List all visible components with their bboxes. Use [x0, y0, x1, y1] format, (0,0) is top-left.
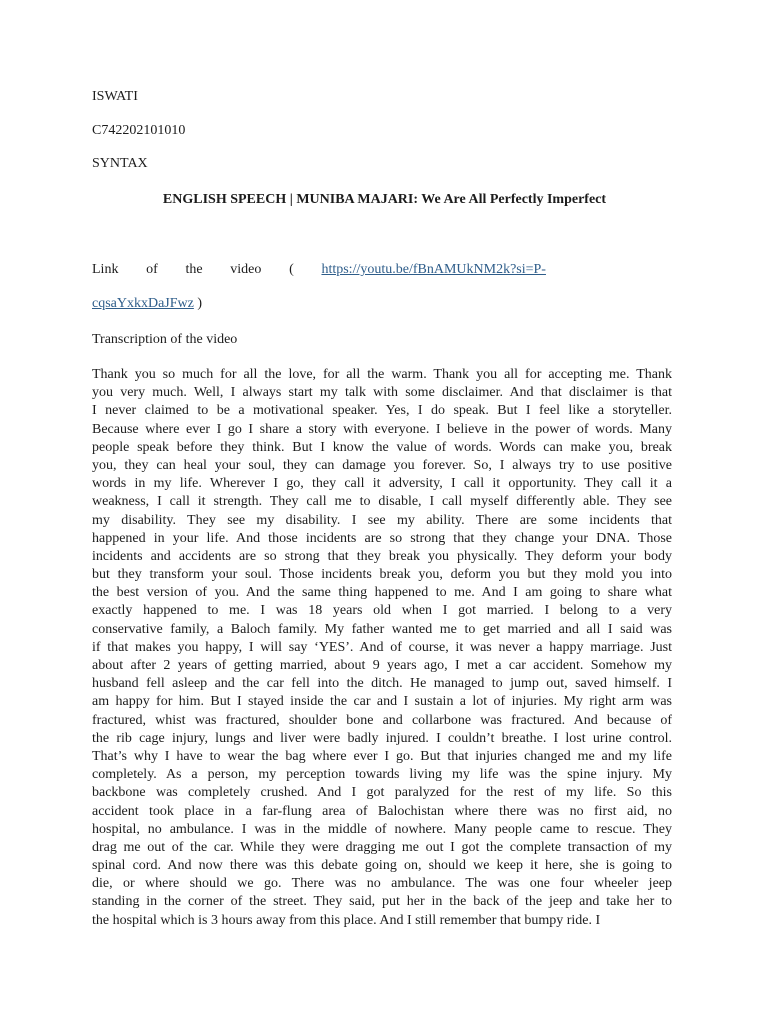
- transcript-line: Because where ever I go I share a story with everyone. I believe in the power of words. Many: [92, 421, 672, 437]
- transcript-line: about after 2 years of getting married, about 9 years ago, I met a car accident. Somehow my: [92, 658, 672, 673]
- link-word: of: [146, 262, 158, 277]
- transcript-line: people speak before they think. But I know the value of words. Words can make you, break: [92, 439, 672, 455]
- transcript-line: the rib cage injury, lungs and liver were badly injured. I couldn’t breathe. I lost urine control.: [92, 730, 672, 746]
- transcript-line: drag me out of the car. While they were dragging me out I got the complete transaction of my: [92, 839, 672, 855]
- transcript-line: husband fell asleep and the car fell into the ditch. He managed to jump out, saved himself. I: [92, 676, 672, 692]
- transcript-line: die, or where should we go. There was no ambulance. The was one four wheeler jeep: [92, 876, 672, 892]
- link-word: video: [230, 262, 262, 277]
- transcript-line: words in my life. Wherever I go, they call it adversity, I call it opportunity. They call it a: [92, 476, 672, 492]
- course-name: SYNTAX: [92, 156, 148, 171]
- transcript-line: but they transform your soul. Those incidents break you, deform you but they mold you into: [92, 567, 672, 583]
- transcript-line: fractured, whist was fractured, shoulder bone and collarbone was fractured. And because of: [92, 712, 672, 728]
- transcript-line: weakness, I call it strength. They call me to disable, I call myself differently able. They see: [92, 494, 672, 510]
- transcript-line: That’s why I have to wear the bag where ever I go. But that injuries changed me and my life: [92, 748, 672, 764]
- transcript-line: the hospital which is 3 hours away from this place. And I still remember that bumpy ride. I: [92, 912, 601, 928]
- transcript-paragraph: [92, 366, 672, 930]
- author-name: ISWATI: [92, 89, 138, 104]
- transcript-line: standing in the corner of the street. They said, put her in the back of the jeep and take her to: [92, 894, 672, 910]
- transcript-line: completely. As a person, my perception towards living my life was the spine injury. My: [92, 767, 672, 783]
- transcript-line: conservative family, a Baloch family. My father wanted me to get married and all I said was: [92, 621, 672, 637]
- transcript-line: I never claimed to be a motivational speaker. Yes, I do speak. But I feel like a storyteller.: [92, 403, 672, 419]
- link-word: Link: [92, 262, 119, 277]
- transcript-line: am happy for him. But I stayed inside the car and I sustain a lot of injuries. My right arm was: [92, 694, 672, 710]
- transcript-line: if that makes you happy, I will say ‘YES’. And of course, it was never a happy marriage. Just: [92, 639, 672, 655]
- video-url-link[interactable]: https://youtu.be/fBnAMUkNM2k?si=P-: [321, 262, 546, 277]
- transcript-line: the best version of you. And the same thing happened to me. And I am going to share what: [92, 585, 672, 601]
- link-word: the: [185, 262, 203, 277]
- video-url-link-continued[interactable]: cqsaYxkxDaJFwz: [92, 296, 194, 311]
- video-link-line: [92, 261, 546, 279]
- transcript-line: you, they can heal your soul, they can damage you forever. So, I always try to use positive: [92, 457, 672, 473]
- transcript-line: spinal cord. And now there was this debate going on, should we keep it here, she is going to: [92, 858, 672, 874]
- open-paren: (: [289, 262, 294, 277]
- transcript-line: happened in your life. And those incidents are so strong that they change your DNA. Those: [92, 530, 672, 546]
- transcript-line: backbone was completely crushed. And I got paralyzed for the rest of my life. So this: [92, 785, 672, 801]
- transcription-heading: Transcription of the video: [92, 332, 238, 347]
- transcript-line: my disability. They see my disability. I see my ability. There are some incidents that: [92, 512, 672, 528]
- transcript-line: accident took place in a far-flung area of Balochistan where there was no first aid, no: [92, 803, 672, 819]
- student-id: C742202101010: [92, 123, 186, 138]
- transcript-line: hospital, no ambulance. I was in the middle of nowhere. Many people came to rescue. They: [92, 821, 672, 837]
- close-paren: ): [197, 296, 203, 311]
- video-link-continuation: [92, 295, 202, 313]
- transcript-line: exactly happened to me. I was 18 years old when I got married. I belong to a very: [92, 603, 672, 619]
- transcript-line: you very much. Well, I always start my talk with some disclaimer. And that disclaimer is that: [92, 385, 672, 401]
- transcript-line: incidents and accidents are so strong that they break you physically. They deform your body: [92, 548, 672, 564]
- transcript-line: Thank you so much for all the love, for all the warm. Thank you all for accepting me. Thank: [92, 367, 672, 382]
- document-title: ENGLISH SPEECH | MUNIBA MAJARI: We Are All Perfectly Imperfect: [162, 192, 607, 207]
